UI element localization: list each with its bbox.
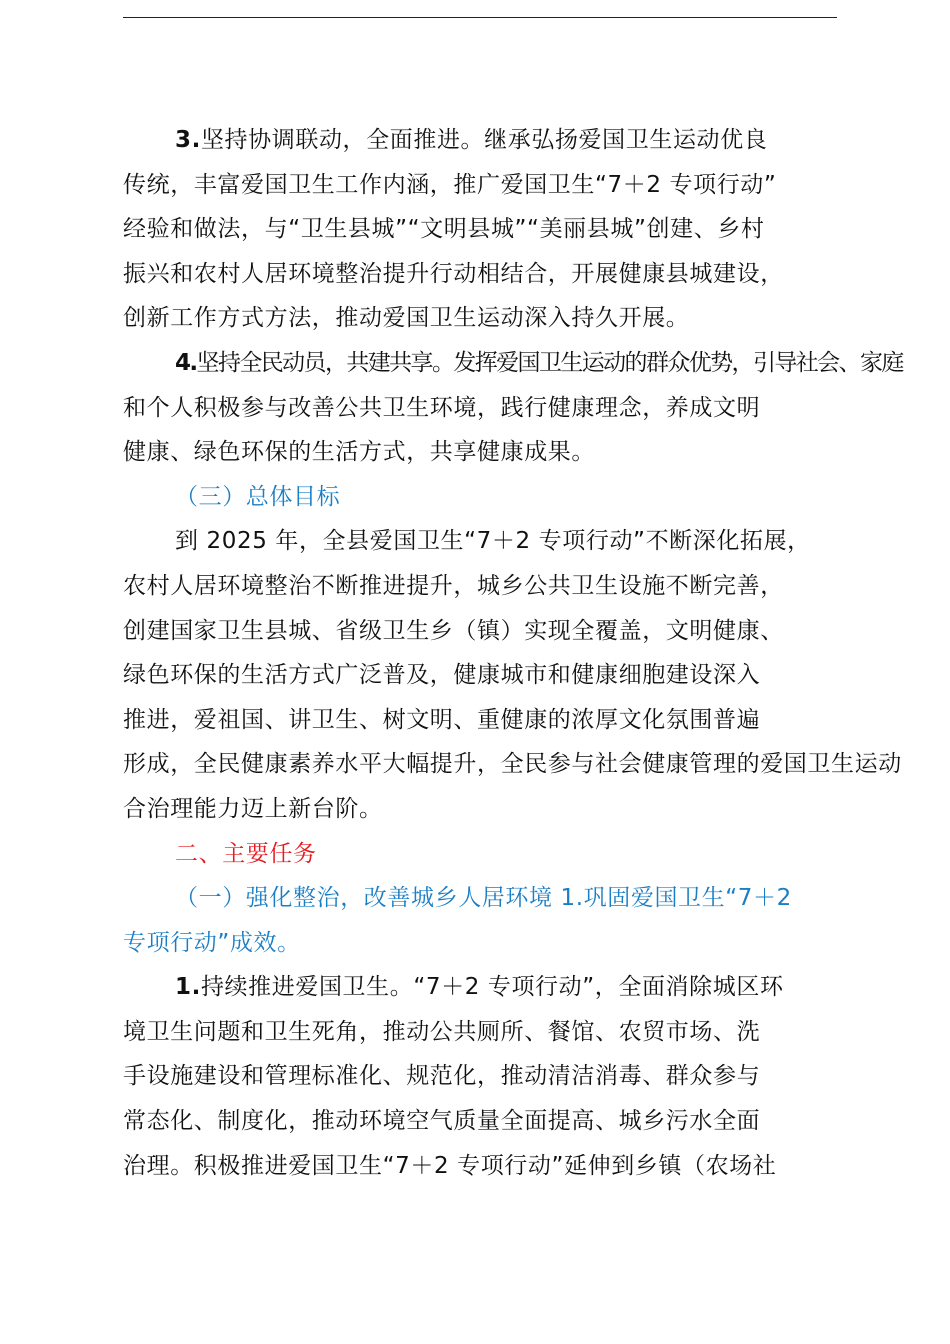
- section-heading-main-tasks: 二、主要任务: [175, 840, 317, 867]
- task-1-line-5: 治理。积极推进爱国卫生“7＋2 专项行动”延伸到乡镇（农场社: [123, 1152, 777, 1179]
- subsection-heading-line-1: （一）强化整治，改善城乡人居环境 1.巩固爱国卫生“7＋2: [175, 885, 792, 912]
- item-number: 4.: [175, 349, 197, 376]
- paragraph-3-line-5: 创新工作方式方法，推动爱国卫生运动深入持久开展。: [123, 305, 690, 332]
- section-heading-overall-goals: （三）总体目标: [175, 483, 341, 510]
- goals-line-3: 创建国家卫生县城、省级卫生乡（镇）实现全覆盖，文明健康、: [123, 617, 784, 644]
- goals-line-7: 合治理能力迈上新台阶。: [123, 795, 383, 822]
- header-rule: [123, 17, 837, 18]
- paragraph-3-line-1: 3.坚持协调联动，全面推进。继承弘扬爱国卫生运动优良: [175, 127, 768, 153]
- goals-line-5: 推进，爱祖国、讲卫生、树文明、重健康的浓厚文化氛围普遍: [123, 706, 761, 733]
- document-body: [123, 118, 903, 1188]
- paragraph-4-line-2: 和个人积极参与改善公共卫生环境，践行健康理念，养成文明: [123, 394, 761, 421]
- paragraph-3-line-3: 经验和做法，与“卫生县城”“文明县城”“美丽县城”创建、乡村: [123, 216, 765, 243]
- item-number: 3.: [175, 127, 201, 153]
- goals-line-2: 农村人居环境整治不断推进提升，城乡公共卫生设施不断完善，: [123, 572, 784, 599]
- goals-line-4: 绿色环保的生活方式广泛普及，健康城市和健康细胞建设深入: [123, 662, 761, 689]
- task-1-line-3: 手设施建设和管理标准化、规范化，推动清洁消毒、群众参与: [123, 1063, 761, 1090]
- paragraph-4-line-3: 健康、绿色环保的生活方式，共享健康成果。: [123, 439, 595, 466]
- item-number: 1.: [175, 974, 201, 1001]
- task-1-line-1: 1.持续推进爱国卫生。“7＋2 专项行动”，全面消除城区环: [175, 974, 784, 1001]
- goals-line-6: 形成，全民健康素养水平大幅提升，全民参与社会健康管理的爱国卫生运动: [123, 751, 902, 778]
- paragraph-3-line-2: 传统，丰富爱国卫生工作内涵，推广爱国卫生“7＋2 专项行动”: [123, 171, 777, 198]
- goals-line-1: 到 2025 年，全县爱国卫生“7＋2 专项行动”不断深化拓展，: [175, 528, 811, 555]
- subsection-heading-line-2: 专项行动”成效。: [123, 929, 301, 956]
- task-1-line-4: 常态化、制度化，推动环境空气质量全面提高、城乡污水全面: [123, 1108, 761, 1135]
- paragraph-3-line-4: 振兴和农村人居环境整治提升行动相结合，开展健康县城建设，: [123, 260, 784, 287]
- paragraph-4-line-1: 4.坚持全民动员，共建共享。发挥爱国卫生运动的群众优势，引导社会、家庭: [175, 349, 903, 376]
- task-1-line-2: 境卫生问题和卫生死角，推动公共厕所、餐馆、农贸市场、洗: [123, 1018, 761, 1045]
